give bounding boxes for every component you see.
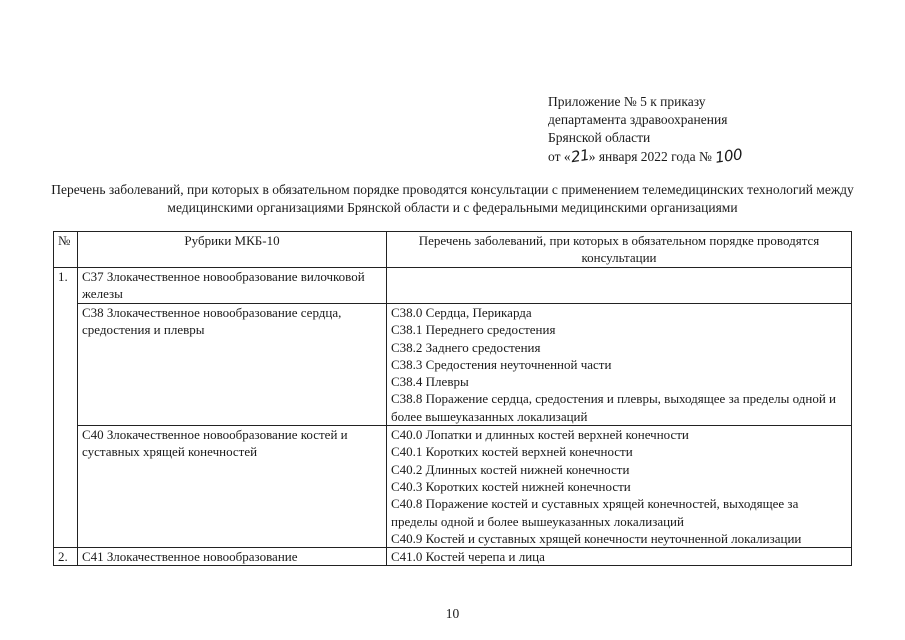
- rubric-cell: С40 Злокачественное новообразование костей и суставных хрящей конечностей: [78, 426, 387, 548]
- date-middle: » января 2022 года №: [588, 149, 712, 164]
- appendix-date-line: [548, 147, 742, 166]
- appendix-header: [548, 93, 742, 166]
- table-row: [54, 304, 852, 426]
- header-diseases: Перечень заболеваний, при которых в обязательном порядке проводятся консультации: [387, 232, 852, 268]
- table-header-row: [54, 232, 852, 268]
- disease-item: С38.0 Сердца, Перикарда: [391, 305, 532, 320]
- appendix-line-2: департамента здравоохранения: [548, 112, 728, 127]
- disease-item: С40.3 Коротких костей нижней конечности: [391, 478, 631, 494]
- table-row: [54, 426, 852, 548]
- disease-item: С40.1 Коротких костей верхней конечности: [391, 444, 633, 460]
- appendix-line-1: Приложение № 5 к приказу: [548, 94, 706, 109]
- diseases-cell: [387, 304, 852, 426]
- disease-item: С40.9 Костей и суставных хрящей конечности неуточненной локализации: [391, 530, 802, 546]
- rubric-cell: С38 Злокачественное новообразование сердца, средостения и плевры: [78, 304, 387, 426]
- rubric-cell: С37 Злокачественное новообразование вилочковой железы: [78, 268, 387, 304]
- disease-table: [53, 231, 852, 566]
- disease-item: С38.8 Поражение сердца, средостения и плевры, выходящее за пределы одной и более вышеуказанных локализаций: [391, 391, 837, 424]
- disease-item: С40.2 Длинных костей нижней конечности: [391, 461, 630, 477]
- header-rubric: Рубрики МКБ-10: [78, 232, 387, 268]
- row-number: 1.: [54, 268, 78, 548]
- disease-item: С38.2 Заднего средостения: [391, 339, 541, 355]
- disease-item: С41.0 Костей черепа и лица: [391, 549, 545, 565]
- diseases-cell: [387, 426, 852, 548]
- handwritten-day: 21: [569, 145, 590, 167]
- appendix-line-3: Брянской области: [548, 130, 651, 145]
- document-title: Перечень заболеваний, при которых в обязательном порядке проводятся консультации с применением телемедицинских технологий между медицинскими организациями Брянской области и с федеральными медицинскими организациями: [51, 182, 854, 215]
- disease-item: С38.3 Средостения неуточненной части: [391, 356, 612, 372]
- disease-item: С38.1 Переднего средостения: [391, 322, 556, 338]
- rubric-cell: С41 Злокачественное новообразование: [78, 548, 387, 566]
- disease-item: С40.8 Поражение костей и суставных хрящей конечностей, выходящее за пределы одной и более вышеуказанных локализаций: [391, 496, 799, 529]
- table-row: [54, 268, 852, 304]
- disease-item: С40.0 Лопатки и длинных костей верхней конечности: [391, 427, 689, 443]
- handwritten-order-number: 100: [714, 145, 744, 167]
- table-row: [54, 548, 852, 566]
- diseases-cell: [387, 268, 852, 304]
- row-number: 2.: [54, 548, 78, 566]
- page-number: 10: [445, 606, 460, 621]
- disease-item: С38.4 Плевры: [391, 374, 469, 390]
- diseases-cell: [387, 548, 852, 566]
- header-number: №: [54, 232, 78, 268]
- date-prefix: от «: [548, 149, 571, 164]
